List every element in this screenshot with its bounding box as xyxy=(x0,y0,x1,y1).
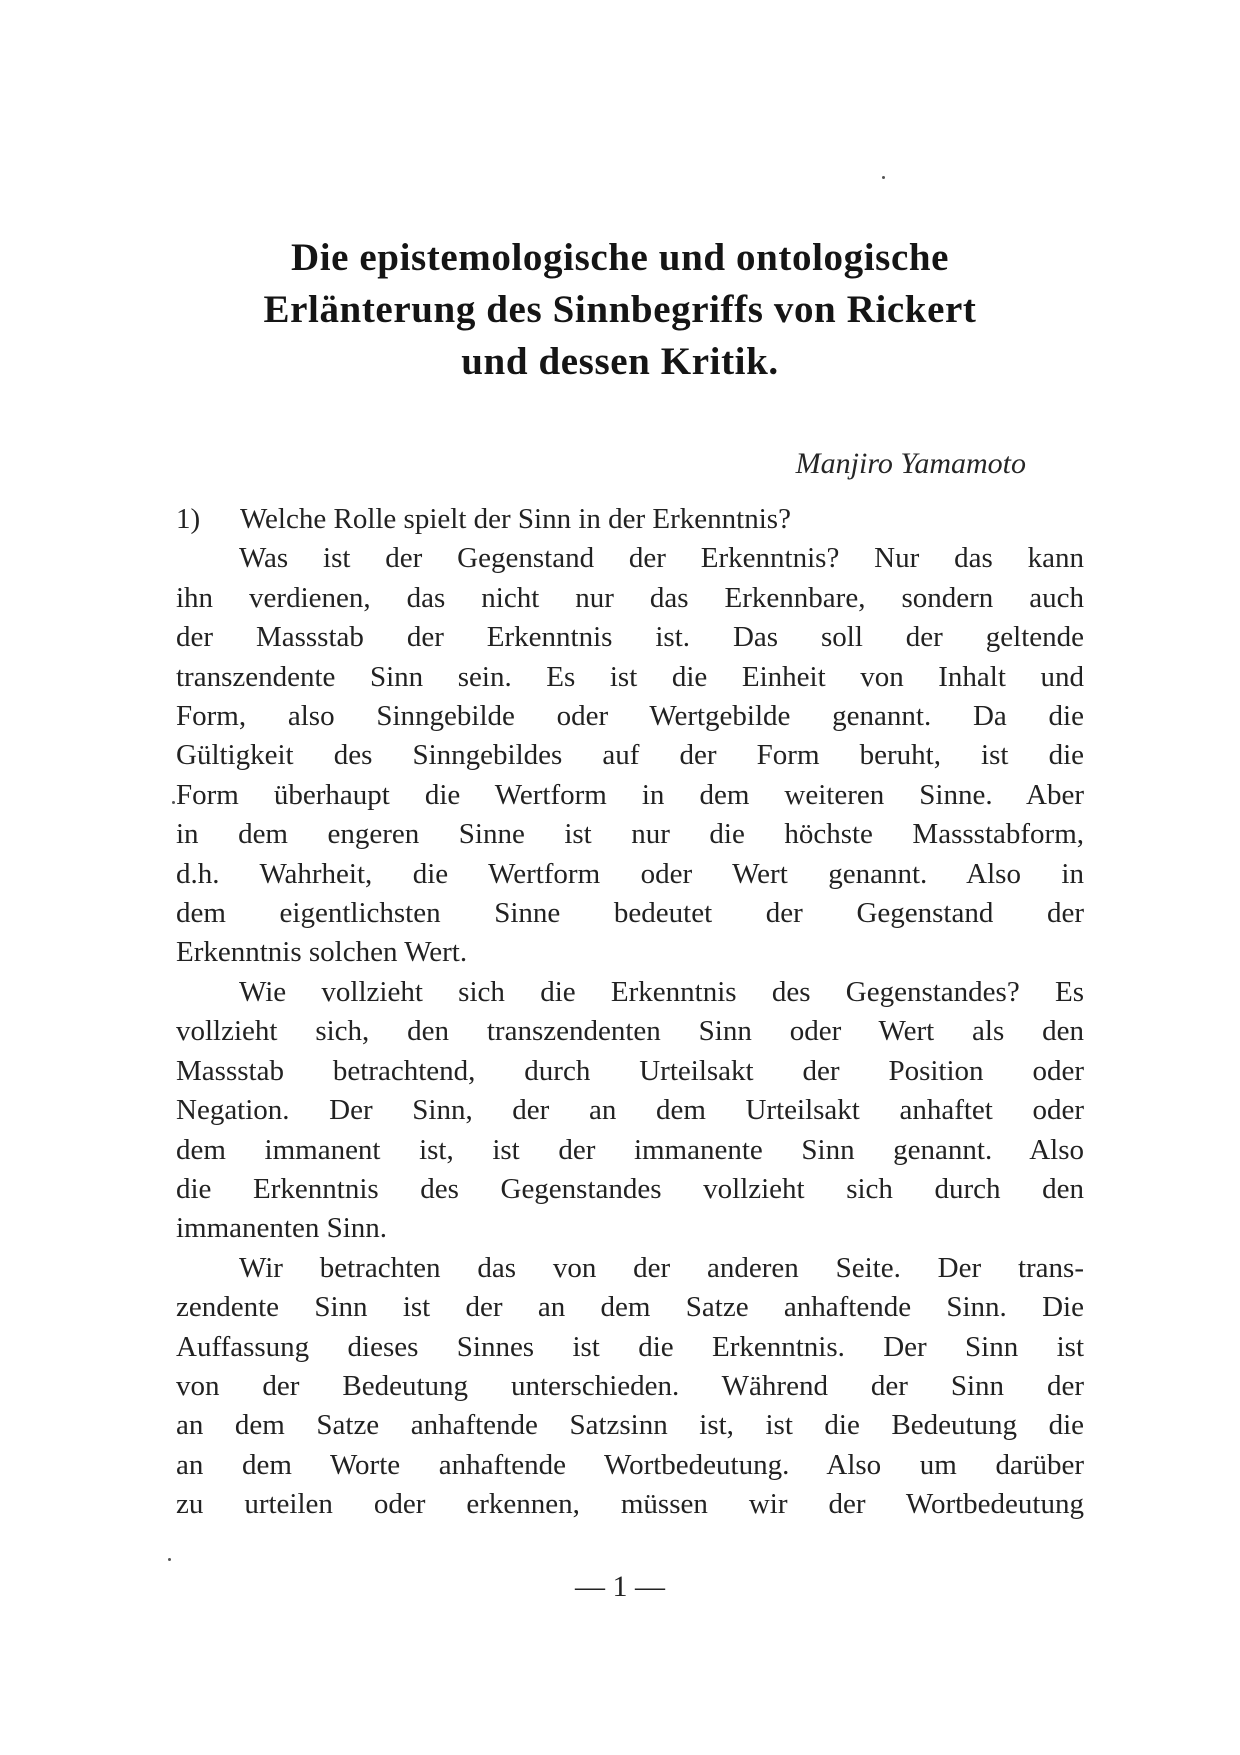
text-line: immanenten Sinn. xyxy=(176,1212,388,1245)
text-line: zu urteilen oder erkennen, müssen wir der Wortbedeutung xyxy=(176,1488,1084,1521)
text-line: transzendente Sinn sein. Es ist die Einheit von Inhalt und xyxy=(176,660,1084,693)
text-line: die Erkenntnis des Gegenstandes vollzieht sich durch den xyxy=(176,1172,1084,1205)
text-line: von der Bedeutung unterschieden. Während der Sinn der xyxy=(176,1369,1084,1402)
text-line: Wie vollzieht sich die Erkenntnis des Gegenstandes? Es xyxy=(239,975,1084,1008)
text-line: Gültigkeit des Sinngebildes auf der Form beruht, ist die xyxy=(176,739,1084,772)
section-heading-text: Welche Rolle spielt der Sinn in der Erkenntnis? xyxy=(240,503,791,535)
text-line: vollzieht sich, den transzendenten Sinn oder Wert als den xyxy=(176,1015,1084,1048)
body-text xyxy=(176,500,1084,1525)
author-name: Manjiro Yamamoto xyxy=(795,447,1026,480)
text-line: Auffassung dieses Sinnes ist die Erkenntnis. Der Sinn ist xyxy=(176,1330,1084,1363)
section-number: 1) xyxy=(176,503,201,535)
page-number: — 1 — xyxy=(575,1570,665,1603)
scan-speck xyxy=(882,176,885,179)
title-line-2: Erlänterung des Sinnbegriffs von Rickert xyxy=(263,288,977,331)
text-line: ihn verdienen, das nicht nur das Erkennbare, sondern auch xyxy=(176,581,1084,614)
scan-speck xyxy=(168,1558,171,1561)
text-line: zendente Sinn ist der an dem Satze anhaftende Sinn. Die xyxy=(176,1291,1084,1324)
text-line: Erkenntnis solchen Wert. xyxy=(176,936,468,969)
text-line: an dem Worte anhaftende Wortbedeutung. Also um darüber xyxy=(176,1448,1084,1481)
scan-speck xyxy=(172,801,175,804)
text-line: Negation. Der Sinn, der an dem Urteilsakt anhaftet oder xyxy=(176,1094,1084,1127)
text-line: dem eigentlichsten Sinne bedeutet der Gegenstand der xyxy=(176,897,1084,930)
article-title xyxy=(150,232,1090,388)
text-line: Form, also Sinngebilde oder Wertgebilde genannt. Da die xyxy=(176,700,1084,733)
text-line: Wir betrachten das von der anderen Seite. Der trans- xyxy=(239,1251,1084,1284)
text-line: der Massstab der Erkenntnis ist. Das soll der geltende xyxy=(176,621,1084,654)
text-line: dem immanent ist, ist der immanente Sinn genannt. Also xyxy=(176,1133,1084,1166)
text-line: Was ist der Gegenstand der Erkenntnis? Nur das kann xyxy=(239,542,1084,575)
text-line: Massstab betrachtend, durch Urteilsakt der Position oder xyxy=(176,1054,1084,1087)
text-line: Form überhaupt die Wertform in dem weiteren Sinne. Aber xyxy=(176,778,1084,811)
text-line: an dem Satze anhaftende Satzsinn ist, ist die Bedeutung die xyxy=(176,1409,1084,1442)
section-heading xyxy=(176,500,1084,539)
title-line-1: Die epistemologische und ontologische xyxy=(290,236,950,279)
text-line: in dem engeren Sinne ist nur die höchste Massstabform, xyxy=(176,818,1084,851)
title-line-3: und dessen Kritik. xyxy=(461,340,779,383)
text-line: d.h. Wahrheit, die Wertform oder Wert genannt. Also in xyxy=(176,857,1084,890)
